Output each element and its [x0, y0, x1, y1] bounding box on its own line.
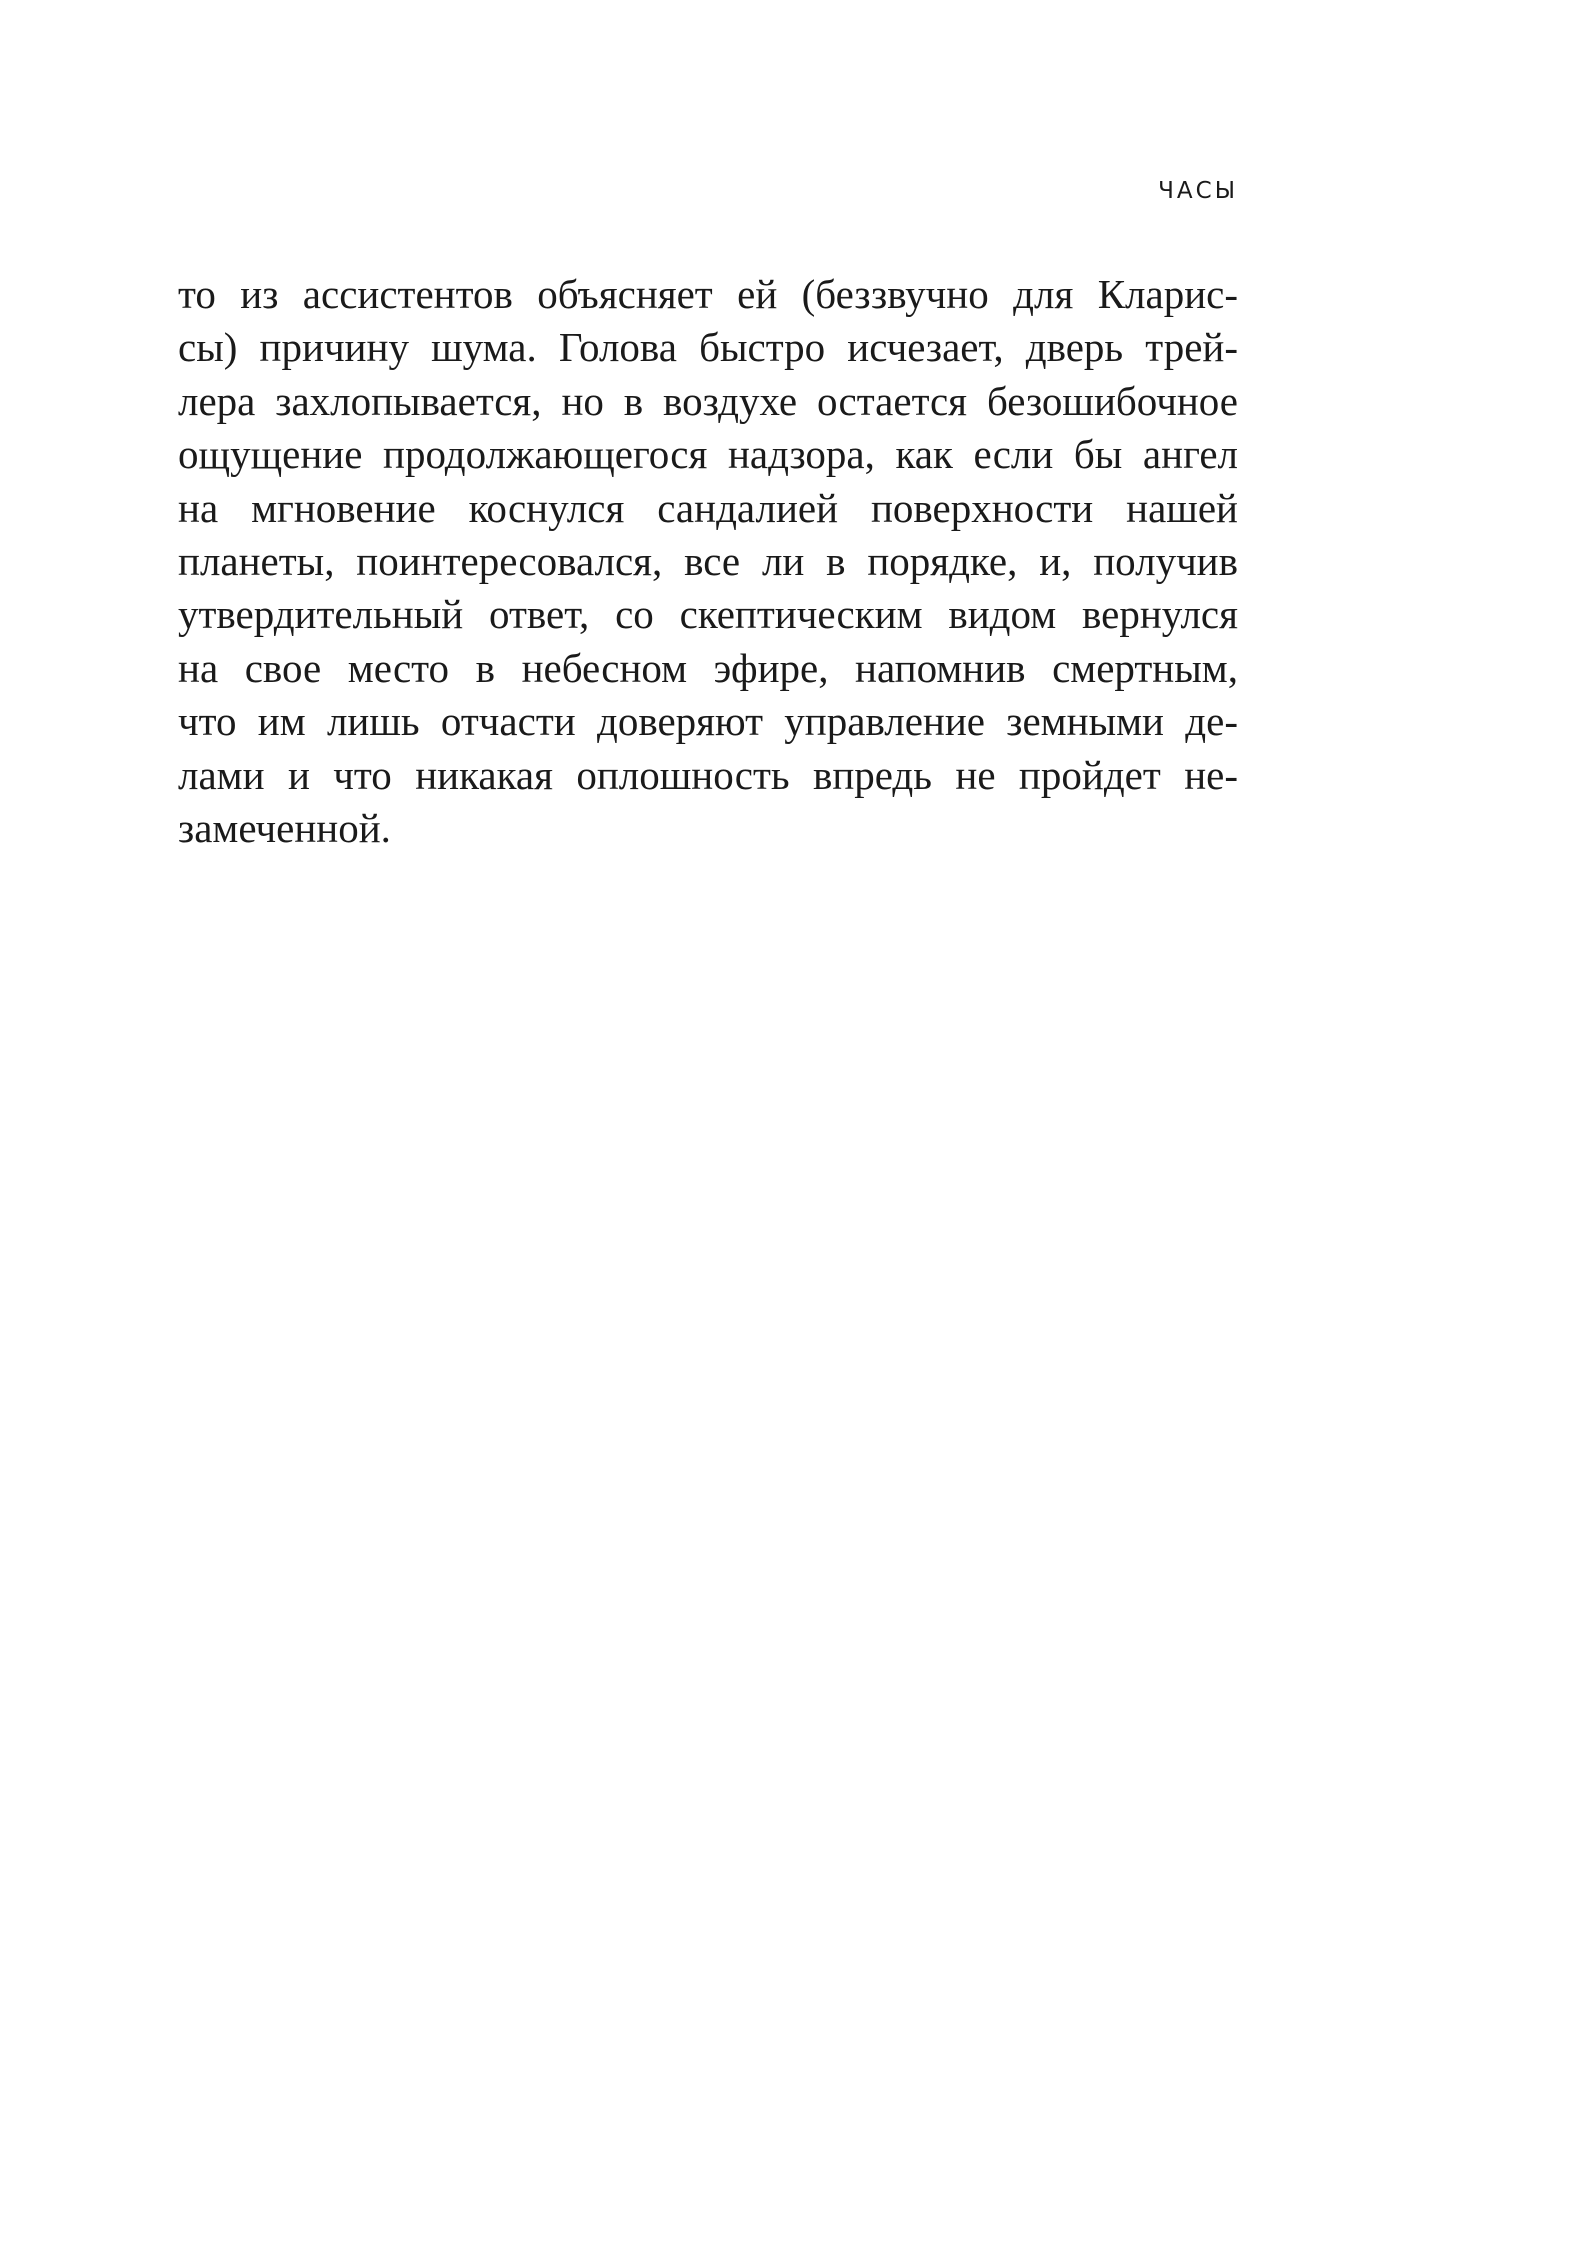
- text-line: лера захлопывается, но в воздухе остается безошибочное: [178, 377, 1238, 424]
- text-line: утвердительный ответ, со скептическим видом вернулся: [178, 591, 1238, 638]
- text-line: замеченной.: [178, 804, 391, 851]
- text-line: лами и что никакая оплошность впредь не пройдет не-: [178, 751, 1238, 798]
- text-line: ощущение продолжающегося надзора, как если бы ангел: [178, 431, 1238, 478]
- running-head: ЧАСЫ: [1158, 178, 1238, 204]
- text-line: сы) причину шума. Голова быстро исчезает, дверь трей-: [178, 324, 1238, 371]
- text-line: на свое место в небесном эфире, напомнив смертным,: [178, 644, 1238, 691]
- text-line: что им лишь отчасти доверяют управление земными де-: [178, 698, 1238, 745]
- text-line: то из ассистентов объясняет ей (беззвучно для Кларис-: [178, 271, 1238, 317]
- text-line: на мгновение коснулся сандалией поверхности нашей: [178, 484, 1238, 531]
- body-paragraph: [178, 268, 1238, 855]
- text-line: планеты, поинтересовался, все ли в порядке, и, получив: [178, 537, 1238, 584]
